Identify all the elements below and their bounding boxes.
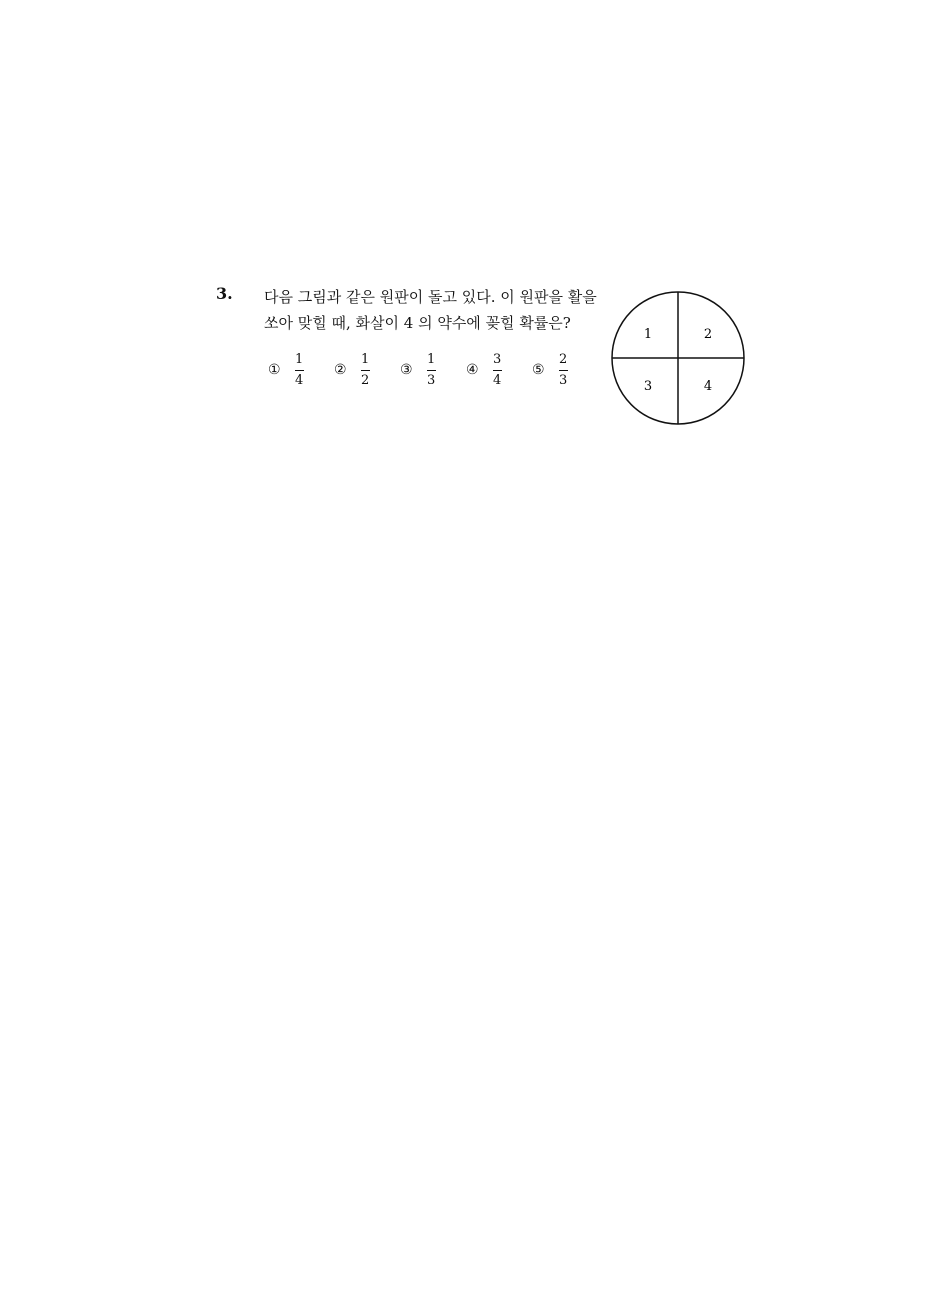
choice-2-denominator: 2 [361, 372, 370, 388]
choice-2-mark: ② [334, 362, 347, 378]
choice-1-fraction [294, 352, 304, 389]
choice-4[interactable] [466, 348, 502, 392]
choice-5-numerator: 2 [559, 351, 568, 367]
fraction-bar [559, 370, 568, 371]
choice-1-denominator: 4 [295, 372, 304, 388]
question-text-line-2: 쏘아 맞힐 때, 화살이 4 의 약수에 꽂힐 확률은? [264, 314, 571, 332]
choice-5-fraction [558, 352, 568, 389]
choice-2[interactable] [334, 348, 370, 392]
disk-section-1-label: 1 [643, 327, 653, 342]
fraction-bar [295, 370, 304, 371]
question-text [264, 284, 604, 336]
choice-3[interactable] [400, 348, 436, 392]
choice-1-numerator: 1 [295, 351, 304, 367]
question-block [216, 282, 776, 432]
disk-section-3-label: 3 [643, 379, 653, 394]
disk-section-2-label: 2 [703, 327, 713, 342]
choice-3-denominator: 3 [427, 372, 436, 388]
fraction-bar [427, 370, 436, 371]
fraction-bar [493, 370, 502, 371]
choice-5[interactable] [532, 348, 568, 392]
fraction-bar [361, 370, 370, 371]
answer-choices [268, 348, 578, 392]
choice-2-numerator: 1 [361, 351, 370, 367]
choice-1[interactable] [268, 348, 304, 392]
choice-5-denominator: 3 [559, 372, 568, 388]
disk-section-4-label: 4 [703, 379, 713, 394]
choice-5-mark: ⑤ [532, 362, 545, 378]
question-number: 3. [216, 284, 233, 303]
choice-3-fraction [426, 352, 436, 389]
choice-3-mark: ③ [400, 362, 413, 378]
question-text-line-1: 다음 그림과 같은 원판이 돌고 있다. 이 원판을 활을 [264, 288, 597, 306]
choice-4-mark: ④ [466, 362, 479, 378]
choice-3-numerator: 1 [427, 351, 436, 367]
choice-2-fraction [360, 352, 370, 389]
choice-4-denominator: 4 [493, 372, 502, 388]
choice-4-fraction [492, 352, 502, 389]
spinning-disk-diagram [610, 290, 746, 426]
choice-1-mark: ① [268, 362, 281, 378]
choice-4-numerator: 3 [493, 351, 502, 367]
